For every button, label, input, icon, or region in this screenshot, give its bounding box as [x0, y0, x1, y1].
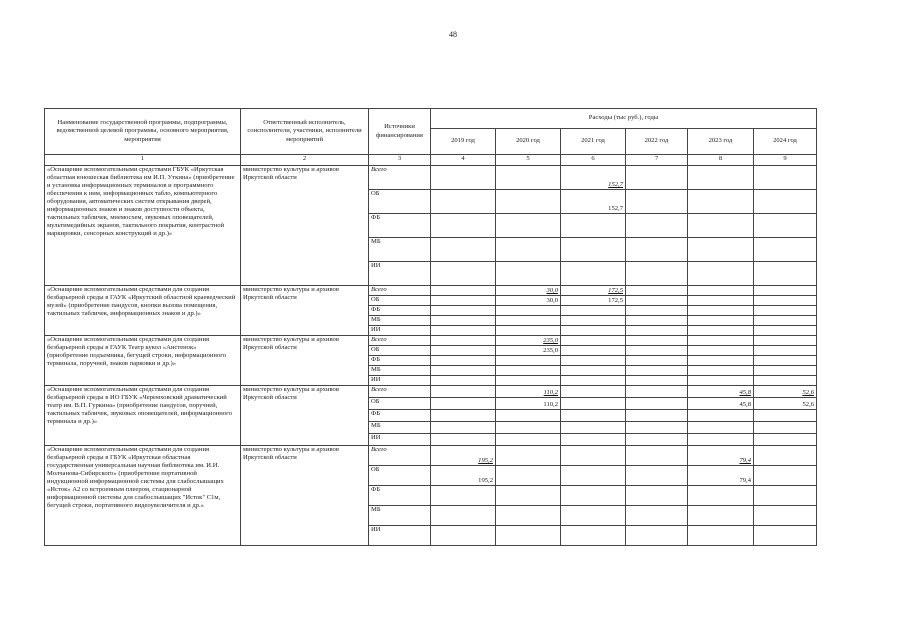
expense-value	[626, 446, 688, 466]
expense-value	[496, 214, 561, 238]
expense-value	[561, 486, 626, 506]
expense-value	[688, 356, 754, 366]
funding-source: Всего	[369, 166, 431, 190]
expense-value	[496, 434, 561, 446]
funding-source: МБ	[369, 366, 431, 376]
expense-value	[561, 466, 626, 486]
expense-value	[431, 434, 496, 446]
expense-value: 79,4	[688, 466, 754, 486]
expense-value: 172,5	[561, 296, 626, 306]
expense-value	[431, 506, 496, 526]
expense-value	[431, 422, 496, 434]
expense-value	[754, 238, 817, 262]
executor: министерство культуры и архивов Иркутской области	[241, 336, 369, 386]
expense-value	[688, 326, 754, 336]
expense-value	[431, 376, 496, 386]
column-number: 5	[496, 155, 561, 166]
expense-value	[754, 306, 817, 316]
expense-value	[754, 190, 817, 214]
funding-source: ОБ	[369, 398, 431, 410]
expense-value: 30,0	[496, 296, 561, 306]
expense-value	[561, 326, 626, 336]
funding-source: ИИ	[369, 526, 431, 546]
expense-value	[754, 346, 817, 356]
expense-value	[561, 376, 626, 386]
expense-value	[754, 336, 817, 346]
funding-source: ФБ	[369, 356, 431, 366]
expense-value	[626, 386, 688, 398]
expense-value: 152,7	[561, 166, 626, 190]
executor: министерство культуры и архивов Иркутской области	[241, 386, 369, 446]
expense-value	[496, 366, 561, 376]
column-number: 8	[688, 155, 754, 166]
expense-value: 110,2	[496, 398, 561, 410]
expense-value	[754, 326, 817, 336]
funding-source: МБ	[369, 422, 431, 434]
expense-value: 110,2	[496, 386, 561, 398]
expense-value	[626, 398, 688, 410]
header-sources: Источники финансирования	[369, 109, 431, 155]
expense-value	[688, 366, 754, 376]
expense-value	[561, 366, 626, 376]
header-year: 2023 год	[688, 129, 754, 155]
column-number: 9	[754, 155, 817, 166]
funding-source: ОБ	[369, 190, 431, 214]
expense-value	[496, 446, 561, 466]
expense-value: 235,0	[496, 346, 561, 356]
funding-source: МБ	[369, 506, 431, 526]
header-executor: Ответственный исполнитель, соисполнители, участники, исполнители мероприятий	[241, 109, 369, 155]
expense-value	[496, 526, 561, 546]
expense-value	[754, 366, 817, 376]
header-year: 2022 год	[626, 129, 688, 155]
expense-value: 235,0	[496, 336, 561, 346]
expense-value	[754, 506, 817, 526]
expense-value	[688, 422, 754, 434]
expense-value	[496, 422, 561, 434]
measure-name: «Оснащение вспомогательными средствами для создания безбарьерной среды в ГБУК «Иркутская областная государственная универсальная научная библиотека им. И.И. Молчанова-Сибирского» (приобретение портативной индукционной информационной системы для слабослышащих «Исток» А2 со встроенным плеером, стационарной информационной системы для слабослышащих "Исток" С1м, бегущей строки, портативного видеоувеличителя и др.»	[45, 446, 241, 546]
funding-source: ОБ	[369, 346, 431, 356]
expense-value	[431, 336, 496, 346]
expense-value	[496, 376, 561, 386]
expense-value	[754, 466, 817, 486]
expense-value	[496, 356, 561, 366]
expense-value	[688, 410, 754, 422]
expense-value	[626, 238, 688, 262]
expense-value	[688, 376, 754, 386]
table-row	[45, 286, 817, 296]
expense-value	[561, 356, 626, 366]
expense-value	[626, 356, 688, 366]
expense-value: 45,8	[688, 398, 754, 410]
funding-source: ИИ	[369, 434, 431, 446]
expense-value	[754, 214, 817, 238]
table-row	[45, 336, 817, 346]
expense-value	[431, 356, 496, 366]
expense-value	[688, 306, 754, 316]
expense-value	[754, 316, 817, 326]
expense-value	[754, 526, 817, 546]
expense-value	[431, 190, 496, 214]
expense-value	[754, 422, 817, 434]
expense-value	[561, 346, 626, 356]
header-year: 2020 год	[496, 129, 561, 155]
funding-source: ФБ	[369, 486, 431, 506]
funding-source: ФБ	[369, 306, 431, 316]
expense-value	[496, 326, 561, 336]
header-year: 2021 год	[561, 129, 626, 155]
funding-source: ИИ	[369, 376, 431, 386]
executor: министерство культуры и архивов Иркутской области	[241, 166, 369, 286]
expense-value	[626, 410, 688, 422]
expense-value: 30,0	[496, 286, 561, 296]
expense-value	[688, 434, 754, 446]
page-number: 48	[449, 30, 457, 39]
expense-value	[431, 214, 496, 238]
expense-value	[496, 466, 561, 486]
expense-value	[431, 306, 496, 316]
expense-value	[626, 366, 688, 376]
funding-source: МБ	[369, 316, 431, 326]
expense-value	[688, 296, 754, 306]
funding-source: Всего	[369, 446, 431, 466]
funding-source: ИИ	[369, 262, 431, 286]
executor: министерство культуры и архивов Иркутской области	[241, 446, 369, 546]
column-number: 2	[241, 155, 369, 166]
expense-value	[754, 296, 817, 306]
expense-value	[626, 262, 688, 286]
expense-value	[496, 190, 561, 214]
expense-value	[431, 398, 496, 410]
expense-value	[754, 486, 817, 506]
expense-value	[626, 316, 688, 326]
expense-value	[561, 262, 626, 286]
expense-value	[688, 316, 754, 326]
expense-value: 52,6	[754, 386, 817, 398]
expense-value	[561, 526, 626, 546]
expense-value	[496, 316, 561, 326]
expense-value	[561, 422, 626, 434]
column-number: 3	[369, 155, 431, 166]
expense-value	[561, 214, 626, 238]
expense-value	[561, 316, 626, 326]
funding-source: Всего	[369, 336, 431, 346]
expense-value	[754, 410, 817, 422]
expense-value	[626, 306, 688, 316]
expense-value	[561, 336, 626, 346]
column-number: 6	[561, 155, 626, 166]
expense-value: 152,7	[561, 190, 626, 214]
expense-value	[431, 486, 496, 506]
expense-value	[561, 446, 626, 466]
expense-value	[688, 346, 754, 356]
measure-name: «Оснащение вспомогательными средствами для создания безбарьерной среды в ИО ГБУК «Черемховский драматический театр им. В.П. Гуркина» (приобретение пандусов, поручней, тактильных табличек, звуковых оповещателей, информационного терминала и др.)»	[45, 386, 241, 446]
column-number: 1	[45, 155, 241, 166]
expense-value	[626, 336, 688, 346]
expense-value	[561, 306, 626, 316]
header-name: Наименование государственной программы, подпрограммы, ведомственной целевой программы, основного мероприятия, мероприятия	[45, 109, 241, 155]
expense-value	[431, 296, 496, 306]
expense-value: 195,2	[431, 446, 496, 466]
expense-value	[431, 526, 496, 546]
expense-value	[688, 262, 754, 286]
expense-value	[496, 486, 561, 506]
expense-value: 195,2	[431, 466, 496, 486]
expense-value	[688, 214, 754, 238]
expense-value	[626, 422, 688, 434]
expense-value	[496, 262, 561, 286]
expense-value	[688, 238, 754, 262]
expense-value	[561, 434, 626, 446]
expense-value	[688, 166, 754, 190]
expense-value	[496, 506, 561, 526]
measure-name: «Оснащение вспомогательными средствами для создания безбарьерной среды в ГАУК Театр кукол «Аистенок» (приобретение подъемника, бегущей строки, информационного терминала, поручней, знаков парковки и др.)»	[45, 336, 241, 386]
measure-name: «Оснащение вспомогательными средствами ГБУК «Иркутская областная юношеская библиотека им И.П. Уткина» (приобретение и установка информационных терминалов и программного обеспечения к ним, информационных табло, компьютерного оборудования, автоматических систем открывания дверей, информационных знаков и знаков доступности объекта, тактильных табличек, мнемосхем, звуковых оповещателей, мультимедийных экранов, тактильного покрытия, контрастной маркировки, сенсорных конструкций и др.)»	[45, 166, 241, 286]
expense-value: 172,5	[561, 286, 626, 296]
expense-value	[688, 336, 754, 346]
expense-value	[754, 286, 817, 296]
expense-value	[431, 238, 496, 262]
expense-value	[496, 410, 561, 422]
expense-value	[561, 506, 626, 526]
expense-value	[561, 410, 626, 422]
expense-value	[561, 398, 626, 410]
expense-value	[626, 526, 688, 546]
budget-table	[44, 108, 817, 546]
funding-source: Всего	[369, 386, 431, 398]
expense-value	[626, 376, 688, 386]
funding-source: ИИ	[369, 326, 431, 336]
funding-source: ОБ	[369, 296, 431, 306]
expense-value	[431, 316, 496, 326]
expense-value	[431, 386, 496, 398]
expense-value	[626, 506, 688, 526]
funding-source: МБ	[369, 238, 431, 262]
expense-value	[431, 262, 496, 286]
expense-value	[431, 286, 496, 296]
expense-value	[626, 434, 688, 446]
table-row	[45, 166, 817, 190]
expense-value	[754, 356, 817, 366]
expense-value	[496, 306, 561, 316]
expense-value	[431, 346, 496, 356]
expense-value	[754, 446, 817, 466]
funding-source: Всего	[369, 286, 431, 296]
expense-value: 45,8	[688, 386, 754, 398]
expense-value	[688, 506, 754, 526]
expense-value	[688, 486, 754, 506]
table-row	[45, 446, 817, 466]
expense-value: 52,6	[754, 398, 817, 410]
funding-source: ФБ	[369, 214, 431, 238]
expense-value	[688, 190, 754, 214]
expense-value	[496, 238, 561, 262]
executor: министерство культуры и архивов Иркутской области	[241, 286, 369, 336]
header-year: 2024 год	[754, 129, 817, 155]
measure-name: «Оснащение вспомогательными средствами для создания безбарьерной среды в ГАУК «Иркутский областной краеведческий музей» (приобретение пандусов, кнопки вызова помещения, тактильных табличек, информационных знаков и др.)»	[45, 286, 241, 336]
expense-value	[496, 166, 561, 190]
expense-value	[561, 386, 626, 398]
column-number: 4	[431, 155, 496, 166]
expense-value	[626, 166, 688, 190]
expense-value	[431, 326, 496, 336]
expense-value	[626, 466, 688, 486]
expense-value	[626, 326, 688, 336]
expense-value	[688, 526, 754, 546]
expense-value	[626, 296, 688, 306]
expense-value	[626, 190, 688, 214]
expense-value	[626, 346, 688, 356]
expense-value	[626, 486, 688, 506]
expense-value	[626, 286, 688, 296]
funding-source: ФБ	[369, 410, 431, 422]
expense-value	[561, 238, 626, 262]
expense-value	[431, 366, 496, 376]
expense-value	[431, 166, 496, 190]
expense-value	[754, 166, 817, 190]
expense-value	[754, 434, 817, 446]
expense-value	[754, 262, 817, 286]
funding-source: ОБ	[369, 466, 431, 486]
expense-value	[688, 286, 754, 296]
table-row	[45, 386, 817, 398]
expense-value	[626, 214, 688, 238]
header-expenses: Расходы (тыс руб.), годы	[431, 109, 817, 129]
header-year: 2019 год	[431, 129, 496, 155]
expense-value: 79,4	[688, 446, 754, 466]
expense-value	[431, 410, 496, 422]
expense-value	[754, 376, 817, 386]
column-number: 7	[626, 155, 688, 166]
